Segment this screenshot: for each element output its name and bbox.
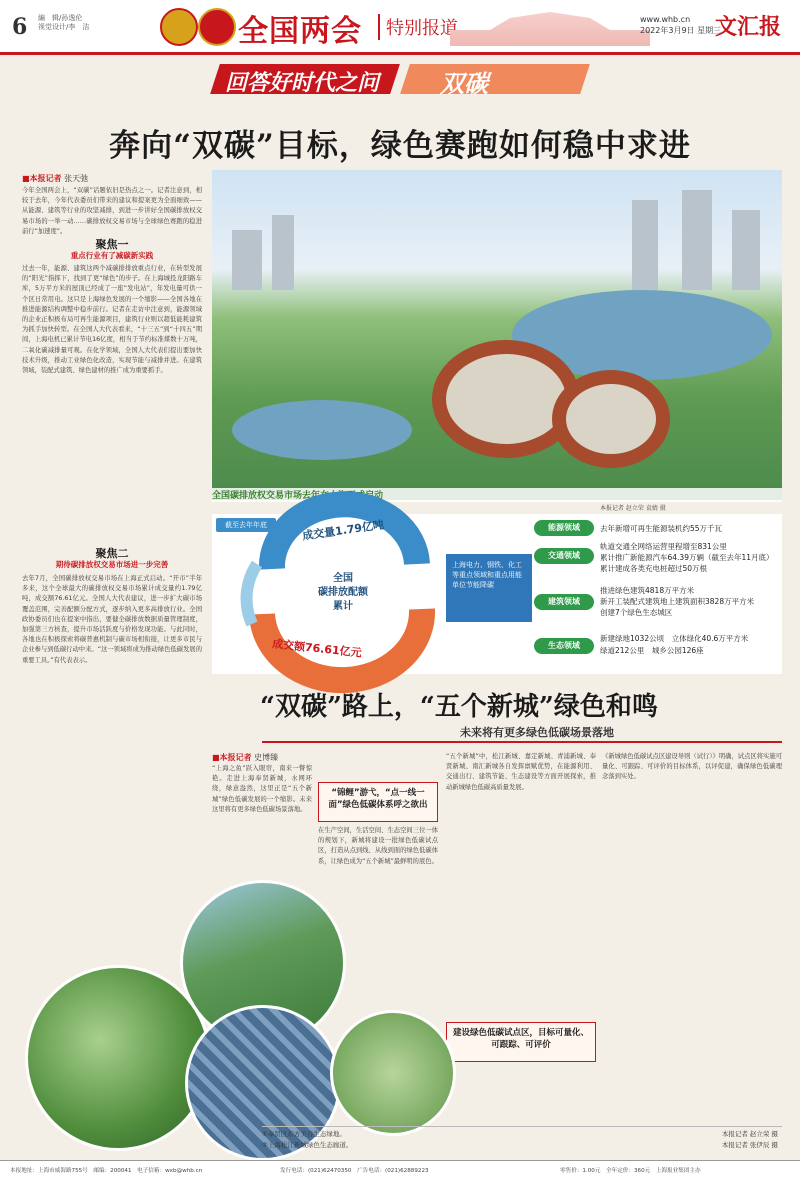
banner-right-shape <box>400 64 590 94</box>
great-hall-graphic <box>450 6 650 46</box>
section1-body: 过去一年，能源、建筑这两个减碳排排放重点行业，在转型发展的“阳光”指挥下，找到了更“绿色”的步子。在上海城投龙阳路车库，5万平方米的屋顶已经成了一座“发电站”，年发电量可供一个区日常用电。这只是上海绿色发展的一个缩影——全国各地在推进能源结构调整中稳步前行。记者在走访中注意到，能源领域的企业正积极布局可再生能源项目，建筑行业则以超低能耗建筑为抓手加快转型。在全国人大代表看来，“十三五”到“十四五”期间，上海电机已累计节电16亿度，相当于节约标准煤数十万吨，二氧化碳减排量可观。在化学领域，全国人大代表们提出要加快技术升级，推动工业绿色化改造，实现节能与减排并进。在建筑领域，装配式建筑、绿色建材的推广成为重要抓手。 <box>22 265 202 375</box>
photo-credit-note: 本报记者 赵立荣 摄 <box>721 1130 778 1138</box>
amount-label: 成交额76.61亿元 <box>271 637 363 660</box>
photo-red-building <box>552 370 670 468</box>
field-transport-stat: 累计建成各类充电桩超过50万根 <box>600 564 708 573</box>
date-chip: 截至去年年底 <box>216 518 276 532</box>
second-byline: ■本报记者 史博臻 <box>212 753 279 762</box>
section1-title: 聚焦一 <box>95 238 129 251</box>
field-energy: 能源领域 <box>534 520 594 536</box>
footer <box>0 1160 800 1192</box>
red-divider <box>262 741 782 743</box>
photo-building <box>632 200 658 290</box>
cppcc-emblem-icon <box>198 8 236 46</box>
photo-credit: 本报记者 赵立荣 袁婧 摄 <box>600 505 666 512</box>
second-subhead: 未来将有更多绿色低碳场景落地 <box>460 726 614 739</box>
ring-center-label: 全国 碳排放配额 累计 <box>318 573 368 612</box>
photo-building <box>272 215 294 290</box>
section-title: 全国两会 <box>238 14 362 49</box>
green-corridor-photo-circle <box>330 1010 456 1136</box>
subhead-box-1: “锦鲤”游弋，“点一线一面”绿色低碳体系呼之欲出 <box>318 782 438 822</box>
banner-right-text: 双碳 <box>440 69 488 98</box>
photo-caption: 全国碳排放权交易市场去年在上海正式启动 <box>212 488 782 502</box>
section2-subtitle: 期待碳排放权交易市场进一步完善 <box>55 560 169 569</box>
second-body-e <box>446 1068 596 1124</box>
hub-box: 上海电力、钢铁、化工等重点领域和重点用能单位节能降碳 <box>446 554 532 622</box>
footer-address: 本报地址：上海市威海路755号 邮编：200041 电子信箱：wxb@whb.cn <box>10 1168 203 1174</box>
footer-phones: 发行电话：(021)62470350 广告电话：(021)62889223 <box>280 1168 429 1174</box>
field-transport-stat: 轨道交通全网络运营里程增至831公里 <box>600 542 727 551</box>
field-energy-stat: 去年新增可再生能源装机约55万千瓦 <box>600 524 723 533</box>
field-building-stat: 推进绿色建筑4818万平方米 <box>600 586 695 595</box>
photo-credit-note: 本报记者 张伊辰 摄 <box>721 1141 778 1149</box>
paper-url-date: www.whb.cn 2022年3月9日 星期三 <box>640 15 722 35</box>
section2-title: 聚焦二 <box>95 547 129 560</box>
national-emblem-icon <box>160 8 198 46</box>
second-body-a: “上海之鱼”跃入眼帘，南来一瞥惊艳。走进上海奉贤新城，水网环绕，绿意盎然，这里正是“五个新城”绿色低碳发展的一个缩影。未来这里将有更多绿色低碳场景落地。 <box>212 765 312 813</box>
field-transport: 交通领域 <box>534 548 594 564</box>
photo-building <box>732 210 760 290</box>
section1-subtitle: 重点行业有了减碳新实践 <box>70 251 154 260</box>
byline: ■本报记者 张天弛 <box>22 174 89 183</box>
footer-price: 零售价：1.00元 全年定价：360元 上海报业集团主办 <box>560 1168 701 1174</box>
second-body-b-head <box>318 764 438 778</box>
subhead-box-2: 建设绿色低碳试点区，目标可量化、可跟踪、可评价 <box>446 1022 596 1062</box>
paper-logo: 文汇报 <box>715 14 782 40</box>
second-body-d: 《新城绿色低碳试点区建设导则（试行）》明确，试点区将实施可量化、可跟踪、可评价的目标体系，以评促建，确保绿色低碳理念落到实处。 <box>602 753 782 781</box>
field-ecology: 生态领域 <box>534 638 594 654</box>
field-building: 建筑领域 <box>534 594 594 610</box>
aerial-photo <box>212 170 782 500</box>
field-transport-stat: 累计推广新能源汽车64.39万辆（截至去年11月底） <box>600 553 774 562</box>
main-headline: 奔向“双碳”目标，绿色赛跑如何稳中求进 <box>109 128 691 164</box>
field-ecology-stat: 新建绿地1032公顷 立体绿化40.6万平方米 <box>600 634 749 643</box>
photo-note: ②上海松江新城绿色生态廊道。 <box>262 1141 353 1149</box>
field-ecology-stat: 绿道212公里 城乡公园126座 <box>600 646 704 655</box>
field-building-stat: 创建7个绿色生态城区 <box>600 608 673 617</box>
photo-note: ①奉贤区东方美谷生态绿地。 <box>262 1130 346 1138</box>
second-headline: “双碳”路上，“五个新城”绿色和鸣 <box>260 692 658 722</box>
photo-building <box>232 230 262 290</box>
series-banner <box>215 64 595 98</box>
masthead <box>0 0 800 55</box>
infographic <box>212 514 782 674</box>
volume-label: 成交量1.79亿吨 <box>301 518 385 543</box>
photo-building <box>682 190 712 290</box>
photo-lake <box>232 400 412 460</box>
page-editors: 編 辑/孙逸伦 视觉设计/李 洁 <box>38 14 90 31</box>
intro-paragraph: 今年全国两会上，“双碳”话题依旧是热点之一。记者注意到，相较于去年，今年代表委员们带来的建议和提案更为全面细致——从能源、建筑等行业的攻坚减排，到进一步讲好全国碳排放权交易市场的一举一动……碳排放权交易市场与全球绿色赛跑的稳进前行“加速度”。 <box>22 187 202 235</box>
photo-notes <box>262 1126 782 1157</box>
banner-left-text: 回答好时代之问 <box>225 70 380 96</box>
section-subtitle: 特别报道 <box>378 14 458 40</box>
field-building-stat: 新开工装配式建筑地上建筑面积3828万平方米 <box>600 597 755 606</box>
park-photo-circle <box>25 965 211 1151</box>
page-number: 6 <box>12 14 28 40</box>
section2-body: 去年7月，全国碳排放权交易市场在上海正式启动。“开市”半年多来，这个全球最大的碳排放权交易市场累计成交量约1.79亿吨，成交额76.61亿元。全国人大代表建议，进一步扩大碳市场覆盖范围，完善配额分配方式，逐步纳入更多高排放行业。全国政协委员们也在提案中指出，要健全碳排放数据质量管理制度，加强第三方核查，提升市场活跃度与价格发现功能。与此同时，各地也在积极探索将碳普惠机制与碳市场相衔接，让更多市民与企业参与到低碳行动中来。“这一领域将成为推动绿色低碳发展的重要工具。”有代表表示。 <box>22 575 202 664</box>
second-body-c: “五个新城”中，松江新城、嘉定新城、青浦新城、奉贤新城、南汇新城各自发挥禀赋优势，在能源利用、交通出行、建筑节能、生态建设等方面开展探索，推动新城绿色低碳高质量发展。 <box>446 753 596 791</box>
second-body-b: 在生产空间，生活空间、生态空间三位一体的规划下，新城将建设一批绿色低碳试点区，打造从点到线、从线到面的绿色低碳体系，让绿色成为“五个新城”最鲜明的底色。 <box>318 827 438 865</box>
